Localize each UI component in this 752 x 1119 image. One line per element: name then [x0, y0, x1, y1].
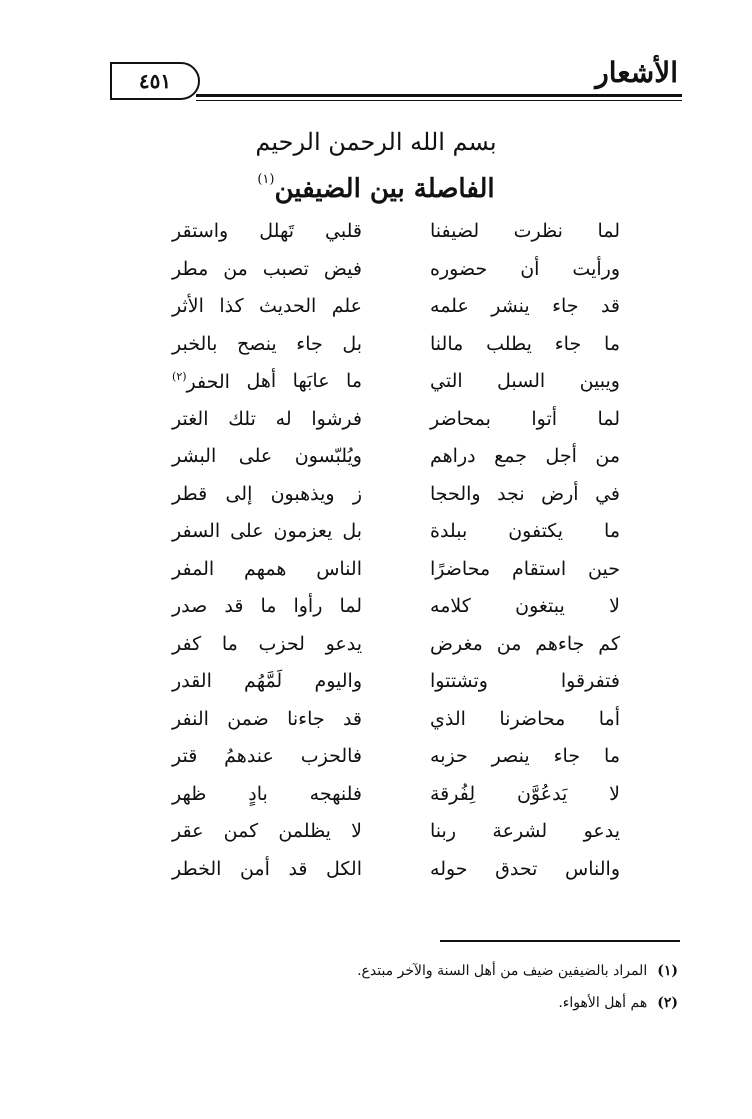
verse-first-hemistich: [430, 858, 620, 880]
verse-word: قد: [288, 857, 308, 880]
verse-line: [172, 595, 620, 633]
verse-word: بل: [342, 332, 362, 355]
verse-word: لما: [597, 407, 620, 430]
verse-word: أجل: [545, 445, 577, 467]
verse-word: ما: [604, 745, 620, 767]
verse-word: كم: [598, 632, 620, 655]
verse-second-hemistich: [172, 445, 362, 467]
verse-word: والناس: [565, 857, 620, 880]
verse-line: [172, 295, 620, 333]
verse-first-hemistich: [430, 783, 620, 805]
verse-word: بادٍ: [248, 782, 268, 805]
verse-second-hemistich: [172, 408, 362, 430]
verse-line: [172, 370, 620, 408]
verse-second-hemistich: [172, 333, 362, 355]
verse-line: [172, 820, 620, 858]
verse-word: فتفرقوا: [560, 670, 620, 692]
verse-word: بالخبر: [172, 332, 218, 355]
verse-word: الحديث: [259, 295, 317, 317]
verse-word: الذي: [430, 707, 466, 730]
footnote-number: (١): [657, 963, 678, 979]
verse-word: جاءنا: [287, 707, 325, 730]
verse-line: [172, 520, 620, 558]
verse-word: ظهر: [172, 782, 207, 805]
verse-word: حضوره: [430, 257, 488, 280]
verse-line: [172, 745, 620, 783]
verse-word: محاضرًا: [430, 557, 491, 580]
verse-word: على: [238, 445, 273, 467]
verse-word: المفر: [172, 557, 215, 580]
verse-word: ويذهبون: [270, 482, 335, 505]
verse-word: تصبب: [262, 257, 309, 280]
verse-word: لما: [597, 220, 620, 242]
verse-word: يدعو: [583, 820, 620, 842]
verse-word: عقر: [172, 820, 204, 842]
verse-second-hemistich: [172, 220, 362, 242]
verse-second-hemistich: [172, 783, 362, 805]
verse-word: نجد: [497, 482, 525, 505]
verse-word: تحدق: [495, 857, 538, 880]
verse-word: ز: [352, 482, 362, 505]
verse-first-hemistich: [430, 408, 620, 430]
verse-word: فرشوا: [311, 407, 362, 430]
verse-first-hemistich: [430, 370, 620, 392]
verse-word: ما: [604, 332, 620, 355]
verse-word: السفر: [172, 520, 221, 542]
verse-word: إلى: [225, 482, 253, 505]
verse-word: لحزب: [258, 632, 305, 655]
footnote-text: هم أهل الأهواء.: [558, 995, 648, 1011]
verse-word: يظلمن: [278, 820, 331, 842]
poem-title-text: الفاصلة بين الضيفين: [274, 174, 495, 204]
verse-line: [172, 558, 620, 596]
verse-second-hemistich: [172, 483, 362, 505]
verse-word: أما: [598, 707, 620, 730]
verse-second-hemistich: [172, 820, 362, 842]
verse-word: ويُلبّسون: [294, 445, 362, 467]
verse-word: لشرعة: [492, 820, 548, 842]
verse-line: [172, 333, 620, 371]
verse-line: [172, 483, 620, 521]
verse-first-hemistich: [430, 483, 620, 505]
footnotes: [118, 955, 678, 1019]
verse-word: مالنا: [430, 332, 464, 355]
verse-word: جاء: [552, 295, 579, 317]
header-rule-thin: [196, 100, 682, 101]
verse-word: يدعو: [325, 632, 362, 655]
verse-word: مغرض: [430, 632, 483, 655]
verse-word: من: [595, 445, 620, 467]
verse-first-hemistich: [430, 220, 620, 242]
verse-word: ضمن: [227, 707, 269, 730]
verse-word: حزبه: [430, 745, 468, 767]
verse-word: جاء: [553, 745, 581, 767]
verse-word: لا: [351, 820, 362, 842]
verse-line: [172, 670, 620, 708]
verse-word: من: [223, 257, 248, 280]
verse-word: على: [230, 520, 264, 542]
verse-word: من: [496, 632, 522, 655]
page-number: ٤٥١: [110, 62, 200, 100]
verse-word: حين: [588, 557, 620, 580]
verse-word: حوله: [430, 857, 468, 880]
verse-word: لَمَّهُم: [244, 670, 283, 692]
verse-word: ببلدة: [430, 520, 468, 542]
verse-second-hemistich: [172, 858, 362, 880]
running-title: الأشعار: [595, 56, 678, 89]
verse-word: أهل: [246, 370, 277, 392]
verse-word: فلنهجه: [309, 782, 362, 805]
verse-word: البشر: [172, 445, 217, 467]
verse-word: دراهم: [430, 445, 476, 467]
verse-word: السبل: [497, 370, 546, 392]
verse-word: علمه: [430, 295, 469, 317]
verse-word: تلك: [228, 407, 256, 430]
verse-line: [172, 220, 620, 258]
verse-word: مطر: [172, 257, 209, 280]
verse-word: ينشر: [491, 295, 530, 317]
verse-word: وتشتتوا: [430, 670, 488, 692]
verse-word: ما: [221, 632, 238, 655]
verse-word: جاء: [296, 332, 323, 355]
basmala: بسم الله الرحمن الرحيم: [255, 128, 497, 156]
verse-word: أن: [520, 257, 540, 280]
verse-word: جمع: [494, 445, 527, 467]
verse-word: قد: [342, 707, 362, 730]
verse-word: لِفُرقة: [430, 782, 476, 805]
verse-second-hemistich: [172, 745, 362, 767]
verse-word: يكتفون: [508, 520, 564, 542]
verse-word: الكل: [326, 857, 362, 880]
verse-line: [172, 708, 620, 746]
verse-word: محاضرنا: [499, 707, 566, 730]
verse-second-hemistich: [172, 370, 362, 393]
verse-second-hemistich: [172, 520, 362, 542]
verse-second-hemistich: [172, 708, 362, 730]
verse-word: عندهمُ: [224, 745, 274, 767]
verse-word: همهم: [243, 557, 287, 580]
verse-word: التي: [430, 370, 463, 392]
verse-word: جاء: [554, 332, 582, 355]
header-rule-thick: [196, 94, 682, 97]
verse-word: نظرت: [513, 220, 563, 242]
verse-first-hemistich: [430, 633, 620, 655]
verse-word: تَهلل: [259, 220, 294, 242]
verse-line: [172, 783, 620, 821]
verse-second-hemistich: [172, 258, 362, 280]
verse-word: صدر: [172, 595, 208, 617]
verse-word: علم: [331, 295, 362, 317]
verse-word: يبتغون: [515, 595, 565, 617]
verse-first-hemistich: [430, 595, 620, 617]
verse-word: الحفر$^{(٢)}$: [172, 370, 230, 393]
verse-line: [172, 445, 620, 483]
verse-word: قلبي: [325, 220, 362, 242]
verse-first-hemistich: [430, 520, 620, 542]
verse-word: النفر: [172, 707, 209, 730]
verse-word: كلامه: [430, 595, 471, 617]
verse-word: والحجا: [430, 482, 481, 505]
verse-second-hemistich: [172, 295, 362, 317]
verse-word: ينصح: [236, 332, 277, 355]
verse-first-hemistich: [430, 333, 620, 355]
verse-first-hemistich: [430, 745, 620, 767]
page-header: [110, 56, 682, 100]
verse-line: [172, 408, 620, 446]
footnote: [118, 955, 678, 987]
verse-second-hemistich: [172, 595, 362, 617]
poem-title: [0, 172, 752, 204]
verse-word: الأثر: [172, 295, 204, 317]
footnote-ref: (٢): [172, 370, 187, 383]
footnote-number: (٢): [657, 995, 678, 1011]
verse-word: جاءهم: [535, 632, 585, 655]
verse-word: لا: [609, 782, 620, 805]
verse-first-hemistich: [430, 708, 620, 730]
verse-word: كمن: [223, 820, 259, 842]
footnote-ref: (١): [257, 172, 275, 187]
verse-word: ورأيت: [572, 257, 620, 280]
verse-word: قطر: [172, 482, 208, 505]
verse-line: [172, 258, 620, 296]
verse-word: فيض: [323, 257, 362, 280]
verse-first-hemistich: [430, 445, 620, 467]
verse-word: كذا: [219, 295, 244, 317]
verse-word: القدر: [172, 670, 212, 692]
verse-word: ينصر: [491, 745, 530, 767]
verse-word: فالحزب: [300, 745, 362, 767]
verse-word: كفر: [172, 632, 202, 655]
footnote: [118, 987, 678, 1019]
footnote-text: المراد بالضيفين ضيف من أهل السنة والآخر مبتدع.: [357, 963, 648, 979]
verse-word: استقام: [512, 557, 567, 580]
verse-first-hemistich: [430, 670, 620, 692]
verse-word: قتر: [172, 745, 198, 767]
verse-word: أرض: [541, 482, 579, 505]
verse-first-hemistich: [430, 558, 620, 580]
verse-word: لضيفنا: [430, 220, 480, 242]
verse-first-hemistich: [430, 820, 620, 842]
verse-word: لما: [339, 595, 362, 617]
verse-word: بل: [342, 520, 362, 542]
verse-second-hemistich: [172, 633, 362, 655]
verse-word: الناس: [316, 557, 362, 580]
verse-word: واستقر: [172, 220, 229, 242]
verse-word: في: [595, 482, 620, 505]
verse-word: رأوا: [293, 595, 323, 617]
verse-word: قد: [600, 295, 620, 317]
verse-word: ما: [346, 370, 362, 392]
verse-word: يطلب: [486, 332, 532, 355]
verse-word: ربنا: [430, 820, 457, 842]
verse-word: أتوا: [531, 407, 558, 430]
verse-second-hemistich: [172, 670, 362, 692]
verse-first-hemistich: [430, 258, 620, 280]
verse-word: يَدعُوَّن: [516, 782, 568, 805]
verse-word: واليوم: [314, 670, 362, 692]
verse-word: لا: [609, 595, 620, 617]
poem-verses: [172, 220, 620, 895]
footnote-rule: [440, 940, 680, 942]
verse-word: الخطر: [172, 857, 222, 880]
verse-word: ويبين: [579, 370, 620, 392]
verse-word: الغتر: [172, 407, 209, 430]
verse-word: يعزمون: [273, 520, 333, 542]
verse-word: له: [275, 407, 292, 430]
verse-word: أمن: [239, 857, 270, 880]
verse-line: [172, 633, 620, 671]
verse-line: [172, 858, 620, 896]
verse-first-hemistich: [430, 295, 620, 317]
verse-word: ما: [260, 595, 277, 617]
verse-word: ما: [604, 520, 620, 542]
verse-word: بمحاضر: [430, 407, 491, 430]
verse-word: عابَها: [292, 370, 330, 392]
verse-word: قد: [224, 595, 244, 617]
verse-second-hemistich: [172, 558, 362, 580]
